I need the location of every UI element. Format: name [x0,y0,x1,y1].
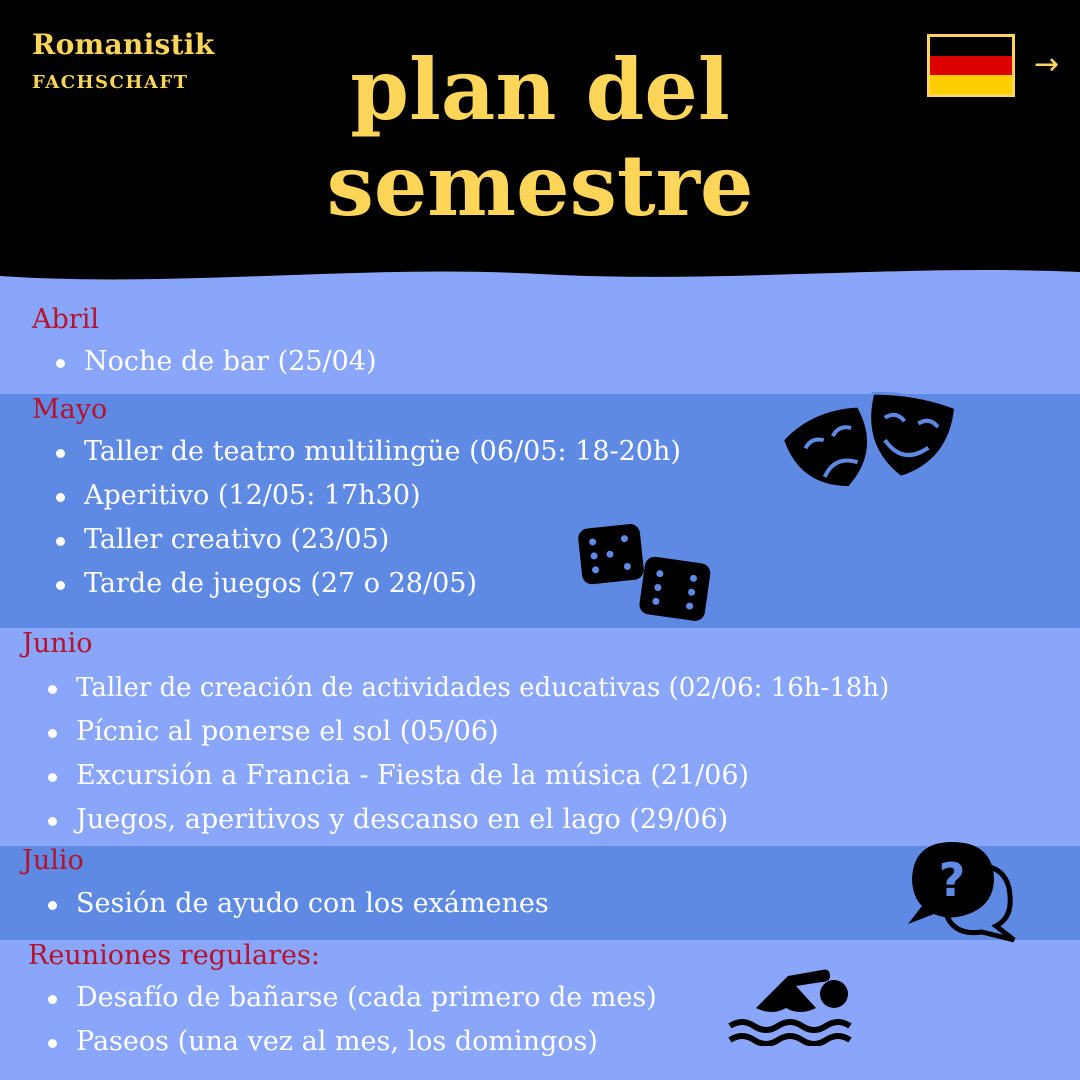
title-line-2: semestre [326,136,754,235]
brand-block [32,28,214,96]
month-heading-junio: Junio [22,628,93,659]
list-item: Taller de teatro multilingüe (06/05: 18-20h) [52,430,681,474]
list-item: Juegos, aperitivos y descanso en el lago (29/06) [44,798,889,842]
header-wave-divider [0,258,1080,288]
list-item: Taller creativo (23/05) [52,518,681,562]
flag-germany-icon[interactable] [927,34,1015,97]
svg-text:?: ? [938,853,966,907]
page-title [200,42,880,234]
month-heading-reuniones: Reuniones regulares: [28,940,320,971]
title-line-1: plan del [350,40,730,139]
swimmer-icon [726,950,854,1046]
brand-subtitle: FACHSCHAFT [32,72,189,93]
list-item: Aperitivo (12/05: 17h30) [52,474,681,518]
list-reuniones [44,976,657,1064]
brand-name: Romanistik [32,28,215,61]
dice-icon [576,520,712,624]
list-julio [44,882,549,926]
list-item: Desafío de bañarse (cada primero de mes) [44,976,657,1020]
list-item: Paseos (una vez al mes, los domingos) [44,1020,657,1064]
list-item: Noche de bar (25/04) [52,340,377,384]
question-speech-bubbles-icon [904,838,1022,944]
list-abril [52,340,377,384]
month-heading-julio: Julio [22,845,84,876]
list-item: Pícnic al ponerse el sol (05/06) [44,710,889,754]
list-item: Sesión de ayudo con los exámenes [44,882,549,926]
theatre-masks-icon [782,392,958,498]
month-heading-abril: Abril [32,304,99,335]
list-item: Excursión a Francia - Fiesta de la música (21/06) [44,754,889,798]
list-item: Tarde de juegos (27 o 28/05) [52,562,681,606]
list-item: Taller de creación de actividades educativas (02/06: 16h-18h) [44,666,889,710]
arrow-right-icon[interactable]: → [1034,47,1060,82]
month-heading-mayo: Mayo [32,394,108,425]
list-junio [44,666,889,842]
